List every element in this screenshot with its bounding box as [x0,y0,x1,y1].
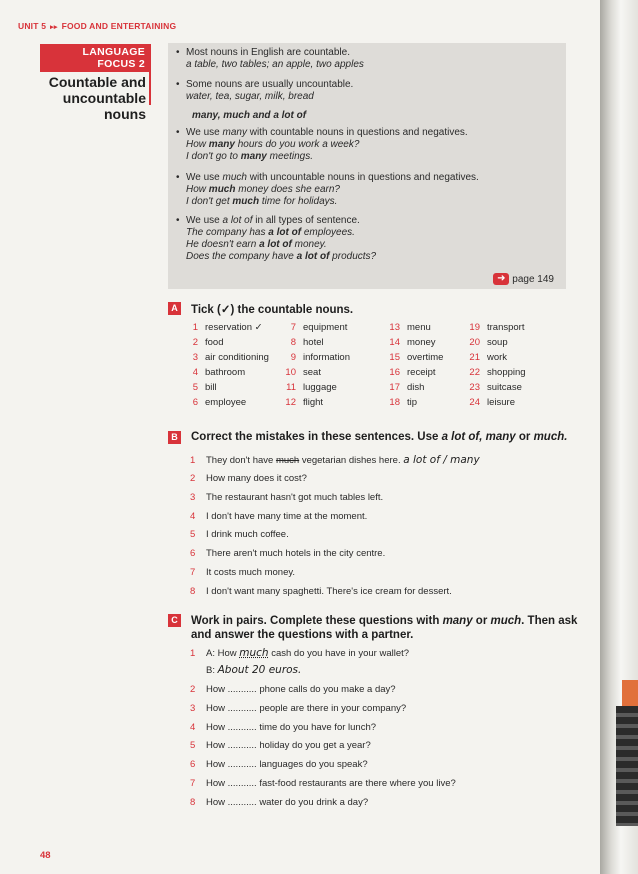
section-a-badge: A [168,302,181,315]
grammar-panel [168,43,566,289]
sentence-item: 3 The restaurant hasn't got much tables left. [190,491,384,503]
noun-item[interactable]: 22 shopping [469,367,526,378]
sentence-item: 7 It costs much money. [190,567,296,578]
section-c-badge: C [168,614,181,627]
noun-item[interactable]: 21 work [469,352,508,363]
grammar-rule-2: • Some nouns are usually uncountable. water, tea, sugar, milk, bread [176,79,354,102]
bullet-icon: • [176,79,180,90]
noun-item[interactable]: 13 menu [389,322,431,333]
grammar-rule-4: • We use much with uncountable nouns in questions and negatives. How much money does she earn? I don't get much time for holidays. [176,172,479,207]
sentence-item: 5 I drink much coffee. [190,529,289,541]
question-item: 5 How ........... holiday do you get a year? [190,740,371,752]
handwritten-answer: much [239,647,269,659]
question-item: 6 How ........... languages do you speak? [190,759,368,771]
noun-item[interactable]: 18 tip [389,397,418,408]
noun-item[interactable]: 17 dish [389,382,425,393]
section-a-title: Tick (✓) the countable nouns. [191,304,354,316]
bullet-icon: • [176,127,180,138]
sentence-item: 1 They don't have much vegetarian dishes here. a lot of / many [190,454,480,466]
next-page-tab [622,680,638,706]
grammar-rule-3: • We use many with countable nouns in questions and negatives. How many hours do you work a week? I don't go to many meetings. [176,127,468,162]
sentence-item: 8 I don't want many spaghetti. There's ice cream for dessert. [190,585,452,597]
noun-item[interactable]: 23 suitcase [469,382,522,393]
noun-item[interactable]: 1 reservation ✓ [192,322,263,333]
noun-item[interactable]: 7 equipment [290,322,348,333]
question-item: 7 How ........... fast-food restaurants are there where you live? [190,778,456,789]
language-focus-box [40,44,150,122]
unit-header: UNIT 5 ▸▸ FOOD AND ENTERTAINING [18,21,177,31]
noun-item[interactable]: 14 money [389,337,436,348]
noun-item[interactable]: 10 seat [285,367,321,378]
noun-item[interactable]: 19 transport [469,322,525,333]
question-item: 4 How ........... time do you have for lunch? [190,721,377,733]
grammar-rule-1: • Most nouns in English are countable. a table, two tables; an apple, two apples [176,47,364,70]
section-c-title: Work in pairs. Complete these questions with many or much. Then ask and answer the questions with a partner. [191,615,578,641]
language-focus-title: Countable and uncountable nouns [48,74,146,122]
book-spine [600,0,638,874]
question-item: 3 How ........... people are there in your company? [190,702,407,714]
grammar-reference-link[interactable]: ➜ page 149 [493,273,554,285]
sentence-item: 2 How many does it cost? [190,473,307,484]
question-item: 2 How ........... phone calls do you make a day? [190,684,396,695]
bullet-icon: • [176,215,180,226]
section-b-badge: B [168,431,181,444]
double-chevron-icon: ▸▸ [50,24,58,31]
noun-item[interactable]: 6 employee [192,397,247,408]
title-divider [149,44,151,105]
bullet-icon: • [176,172,180,183]
handwritten-answer: a lot of / many [403,454,480,466]
noun-item[interactable]: 24 leisure [469,397,515,408]
noun-item[interactable]: 11 luggage [286,382,337,393]
question-item: 1 A: How much cash do you have in your wallet? [190,647,410,659]
noun-item[interactable]: 2 food [192,337,224,348]
language-focus-label: LANGUAGE FOCUS 2 [40,44,150,72]
grammar-rule-5: • We use a lot of in all types of sentence. The company has a lot of employees. He doesn't earn a lot of money. Does the company have a lot of products? [176,215,377,262]
noun-item[interactable]: 16 receipt [389,367,436,378]
noun-item[interactable]: 5 bill [192,382,217,393]
noun-item[interactable]: 15 overtime [389,352,444,363]
handwritten-answer: About 20 euros. [217,664,302,676]
bullet-icon: • [176,47,180,58]
noun-item[interactable]: 12 flight [285,397,324,408]
noun-item[interactable]: 20 soup [469,337,508,348]
noun-item[interactable]: 4 bathroom [192,367,246,378]
question-item: 8 How ........... water do you drink a day? [190,796,369,808]
page-number: 48 [40,850,51,861]
arrow-right-icon: ➜ [493,273,509,285]
section-b-title: Correct the mistakes in these sentences. Use a lot of, many or much. [191,431,568,443]
noun-item[interactable]: 8 hotel [290,337,324,348]
noun-item[interactable]: 3 air conditioning [192,352,269,363]
answer-line: B: About 20 euros. [206,664,302,676]
sentence-item: 6 There aren't much hotels in the city centre. [190,548,386,560]
noun-item[interactable]: 9 information [290,352,350,363]
sentence-item: 4 I don't have many time at the moment. [190,510,368,522]
next-page-edge [616,706,638,826]
grammar-subheading: many, much and a lot of [192,110,307,121]
